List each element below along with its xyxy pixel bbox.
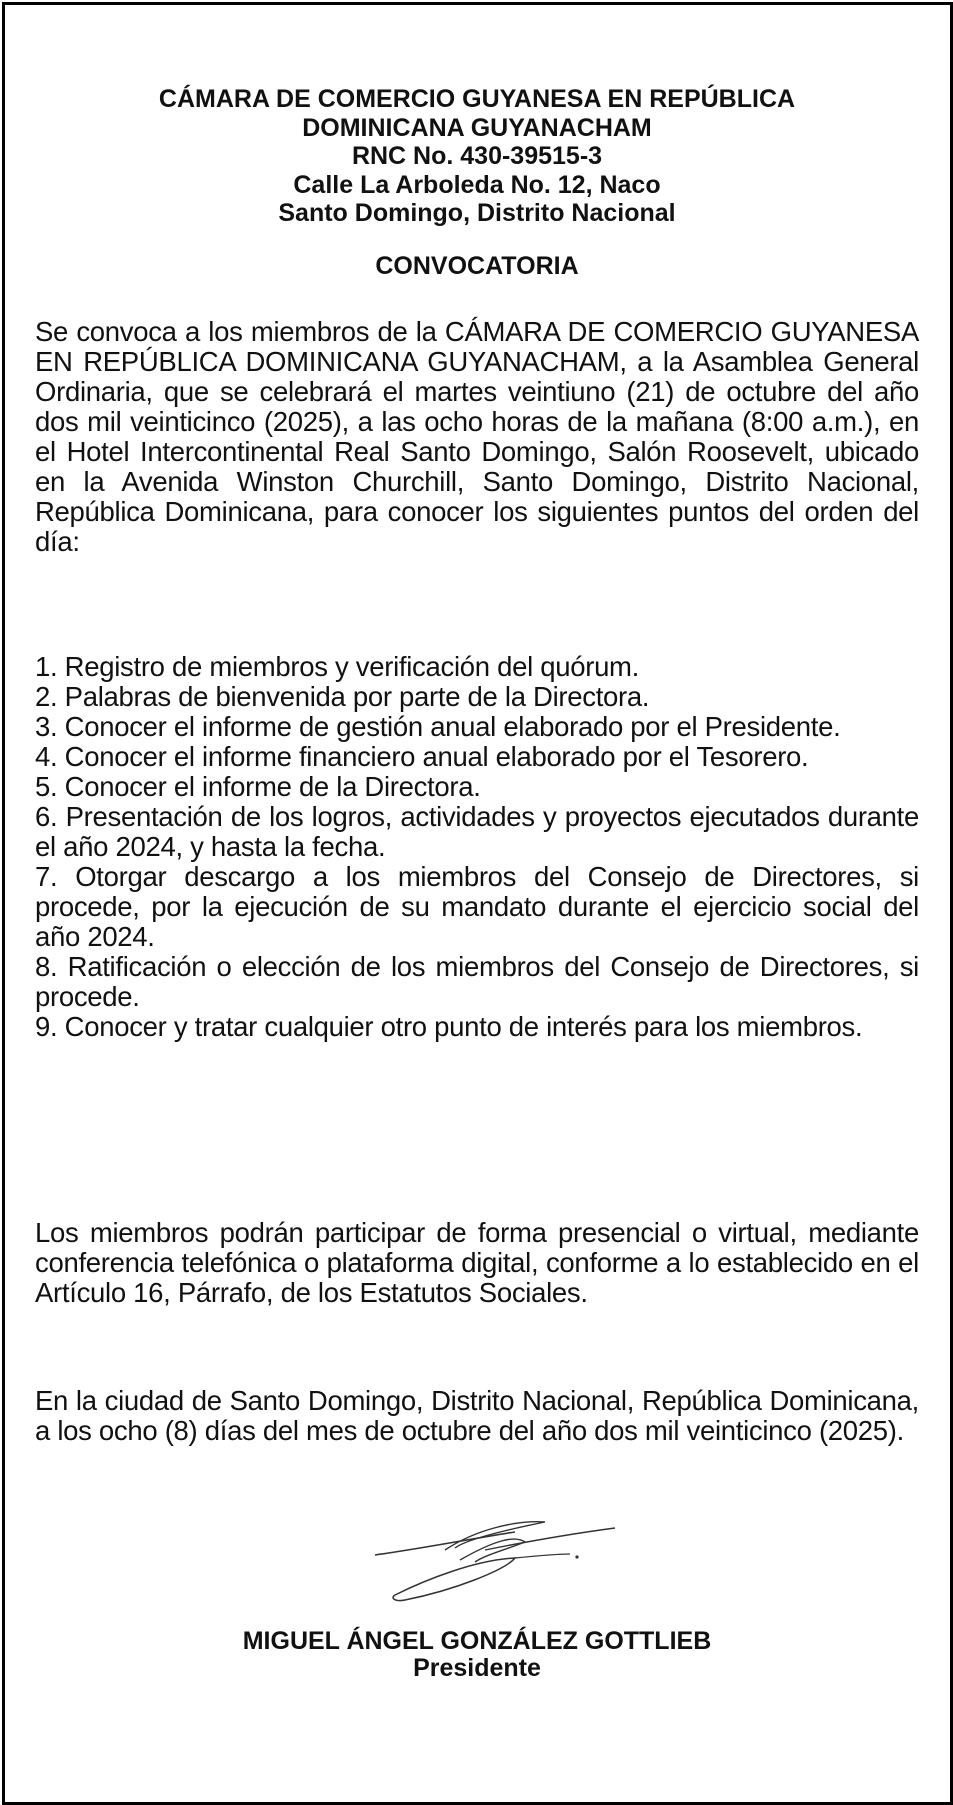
- agenda-item-8: 8. Ratificación o elección de los miembros del Consejo de Directores, si procede.: [35, 951, 919, 1012]
- signer-name: MIGUEL ÁNGEL GONZÁLEZ GOTTLIEB: [242, 1627, 712, 1655]
- agenda-item-4: 4. Conocer el informe financiero anual elaborado por el Tesorero.: [35, 741, 809, 772]
- notice-title: CONVOCATORIA: [375, 252, 579, 280]
- signer-role: Presidente: [413, 1654, 541, 1682]
- handwritten-signature: [365, 1510, 625, 1610]
- header-line-city: Santo Domingo, Distrito Nacional: [278, 199, 676, 227]
- notice-frame: [2, 2, 953, 1805]
- agenda-item-3: 3. Conocer el informe de gestión anual elaborado por el Presidente.: [35, 711, 841, 742]
- agenda-item-6: 6. Presentación de los logros, actividades y proyectos ejecutados durante el año 2024, y hasta la fecha.: [35, 801, 919, 862]
- header-line-rnc: RNC No. 430-39515-3: [351, 142, 603, 170]
- participation-paragraph: Los miembros podrán participar de forma presencial o virtual, mediante conferencia telefónica o plataforma digital, conforme a lo establecido en el Artículo 16, Párrafo, de los Estatutos Sociales.: [35, 1217, 919, 1308]
- agenda-list: [35, 652, 919, 1042]
- agenda-item-2: 2. Palabras de bienvenida por parte de la Directora.: [35, 681, 650, 712]
- closing-paragraph: En la ciudad de Santo Domingo, Distrito Nacional, República Dominicana, a los ocho (8) días del mes de octubre del año dos mil veinticinco (2025).: [35, 1385, 919, 1446]
- signer-block: [35, 1628, 919, 1682]
- agenda-item-5: 5. Conocer el informe de la Directora.: [35, 771, 481, 802]
- header-line-organization-cont: DOMINICANA GUYANACHAM: [302, 113, 652, 142]
- header-line-organization: CÁMARA DE COMERCIO GUYANESA EN REPÚBLICA: [158, 85, 796, 113]
- header-line-address: Calle La Arboleda No. 12, Naco: [293, 170, 661, 199]
- intro-paragraph: Se convoca a los miembros de la CÁMARA DE COMERCIO GUYANESA EN REPÚBLICA DOMINICANA GUYANACHAM, a la Asamblea General Ordinaria, que se celebrará el martes veintiuno (21) de octubre del año dos mil veinticinco (2025), a las ocho horas de la mañana (8:00 a.m.), en el Hotel Intercontinental Real Santo Domingo, Salón Roosevelt, ubicado en la Avenida Winston Churchill, Santo Domingo, Distrito Nacional, República Dominicana, para conocer los siguientes puntos del orden del día:: [35, 316, 919, 557]
- agenda-item-7: 7. Otorgar descargo a los miembros del Consejo de Directores, si procede, por la ejecución de su mandato durante el ejercicio social del año 2024.: [35, 861, 919, 952]
- organization-header: [35, 85, 919, 228]
- agenda-item-1: 1. Registro de miembros y verificación del quórum.: [35, 651, 640, 682]
- agenda-item-9: 9. Conocer y tratar cualquier otro punto de interés para los miembros.: [35, 1011, 863, 1042]
